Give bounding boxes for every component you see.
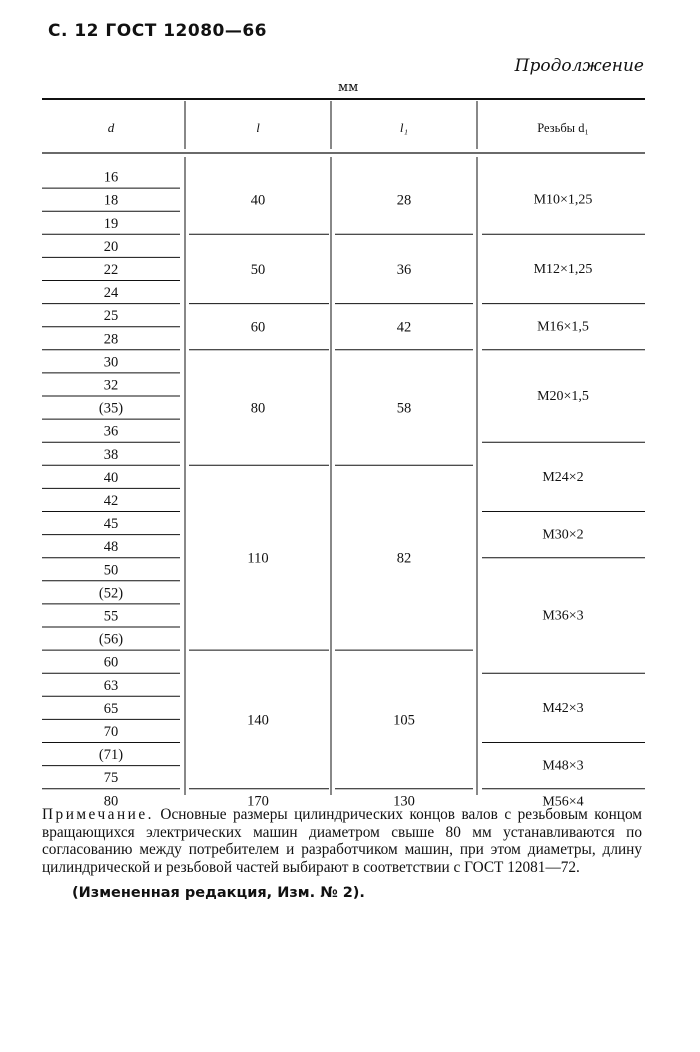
thread-cell: M10×1,25 [533, 192, 593, 208]
l1-cell: 28 [396, 192, 412, 209]
d-cell: 40 [103, 469, 119, 486]
thread-cell: M30×2 [542, 527, 584, 543]
l-cell: 50 [250, 261, 266, 278]
amendment-note: (Измененная редакция, Изм. № 2). [72, 885, 365, 901]
l-cell: 40 [250, 192, 266, 209]
l1-cell: 105 [393, 712, 415, 729]
d-cell: 28 [103, 331, 119, 348]
d-cell: 55 [103, 608, 119, 625]
d-cell: (56) [98, 631, 124, 648]
d-cell: 60 [103, 654, 119, 671]
thread-cell: M36×3 [542, 608, 584, 624]
l1-cell: 130 [393, 793, 415, 810]
d-cell: 30 [103, 354, 119, 371]
header-l: l [256, 120, 260, 135]
d-cell: 36 [103, 423, 119, 440]
l1-cell: 82 [396, 550, 412, 567]
l-cell: 60 [250, 319, 266, 336]
l-cell: 170 [247, 793, 269, 810]
d-cell: 42 [103, 492, 119, 509]
l1-cell: 58 [396, 400, 412, 417]
units-label: мм [338, 80, 359, 95]
table-text [99, 120, 593, 809]
d-cell: (35) [98, 400, 124, 417]
d-cell: 19 [103, 215, 119, 232]
thread-cell: M16×1,5 [537, 319, 589, 335]
table-note [42, 806, 642, 876]
thread-cell: M48×3 [542, 758, 584, 774]
d-cell: 24 [103, 285, 119, 302]
thread-cell: M56×4 [542, 794, 584, 810]
d-cell: (71) [98, 747, 124, 764]
d-cell: 70 [103, 723, 119, 740]
page-header: С. 12 ГОСТ 12080—66 [48, 21, 268, 41]
header-l1: l₁ [399, 120, 409, 135]
d-cell: 75 [103, 770, 119, 787]
d-cell: 50 [103, 562, 119, 579]
l-cell: 110 [247, 550, 269, 567]
l1-cell: 36 [396, 261, 412, 278]
d-cell: 48 [103, 539, 119, 556]
l-cell: 80 [250, 400, 266, 417]
d-cell: 32 [103, 377, 119, 394]
d-cell: 16 [103, 169, 119, 186]
d-cell: 63 [103, 677, 119, 694]
header-d: d [107, 120, 115, 135]
d-cell: 65 [103, 700, 119, 717]
d-cell: 45 [103, 516, 119, 533]
l1-cell: 42 [396, 319, 412, 336]
thread-cell: M12×1,25 [533, 261, 593, 277]
thread-cell: M42×3 [542, 700, 584, 716]
d-cell: 22 [103, 261, 119, 278]
d-cell: (52) [98, 585, 124, 602]
thread-cell: M20×1,5 [537, 389, 589, 404]
header-thread: Резьбы d₁ [537, 121, 589, 135]
d-cell: 25 [103, 308, 119, 325]
d-cell: 18 [103, 192, 119, 209]
note-text: Основные размеры цилиндрических концов валов с резьбовым концом вращающихся электрических машин диаметром свыше 80 мм устанавливаются по согласованию между потребителем и разработчиком машин, при этом диаметры, длину цилиндрической и резьбовой частей выбирают в соответствии с ГОСТ 12081—72. [42, 806, 642, 876]
continuation-label: Продолжение [514, 56, 644, 76]
d-cell: 38 [103, 446, 119, 463]
note-label: Примечание. [42, 806, 154, 823]
d-cell: 20 [103, 238, 119, 255]
thread-cell: M24×2 [542, 469, 584, 485]
d-cell: 80 [103, 793, 119, 810]
l-cell: 140 [247, 712, 269, 729]
